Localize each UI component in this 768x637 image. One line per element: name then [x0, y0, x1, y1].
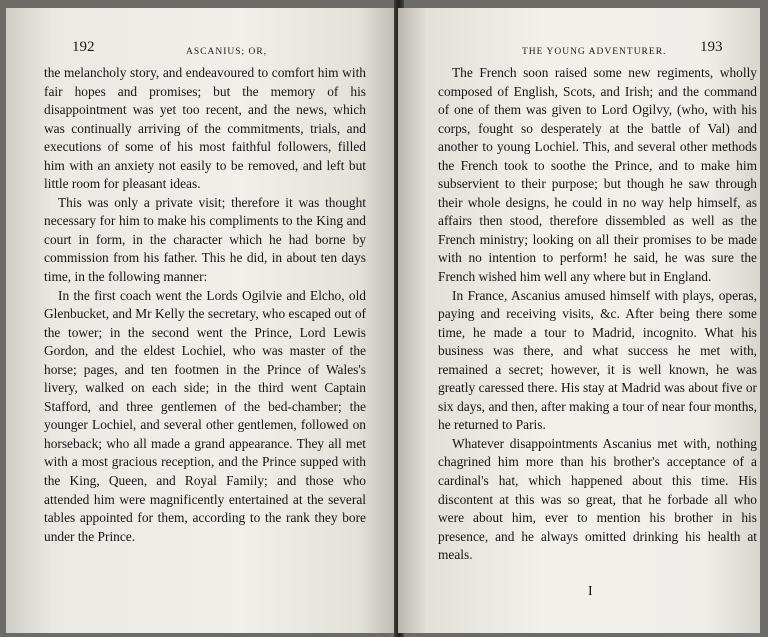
paragraph: the melancholy story, and endeavoured to comfort him with fair hopes and promises; but the memory of his disappointment was yet too recent, and the news, which was continually arriving of the commitments, trials, and executions of some of his most faithful followers, filled him with an anxiety not easily to be removed, and left but little room for pleasant ideas.	[44, 65, 366, 192]
paragraph: In France, Ascanius amused himself with plays, operas, paying and receiving visits, &c. After being there some time, he made a tour to Madrid, incognito. What his business was there, and what success he met with, remained a secret; however, it is well known, he was greatly caressed there. His stay at Madrid was about five or six days, and then, after making a tour of near four months, he returned to Paris.	[438, 287, 757, 433]
paragraph: Whatever disappointments Ascanius met with, nothing chagrined him more than his brother's acceptance of a cardinal's hat, which happened about this time. His discontent at this was so great, that he forbade all who were about him, ever to mention his brother in his presence, and he always omitted drinking his health at meals.	[438, 435, 757, 563]
right-page-number: 193	[700, 39, 723, 55]
paragraph: The French soon raised some new regiments, wholly composed of English, Scots, and Irish; and the command of one of them was given to Lord Ogilvy, (who, with his corps, fought so desperately at the battle of Val) and another to young Lochiel. This, and several other methods the French took to soothe the Prince, and to make him subservient to their purpose; but though he saw through their whole designs, he could in no way help himself, as affairs then stood, therefore dissembled as well as the French ministry; looking on all their promises to be made with no intention to perform! he said, he was sure the French wished him well any where but in England.	[438, 65, 757, 285]
left-page	[6, 8, 398, 633]
left-page-number: 192	[72, 39, 95, 55]
left-page-text	[44, 64, 366, 546]
paragraph: This was only a private visit; therefore it was thought necessary for him to make his compliments to the King and court in form, in the character which he had borne by commission from his father. This he did, in about ten days time, in the following manner:	[44, 194, 366, 285]
signature-mark: I	[588, 584, 593, 599]
left-running-head: ASCANIUS; OR,	[186, 47, 268, 57]
right-running-head: THE YOUNG ADVENTURER.	[522, 47, 667, 57]
right-page-text	[438, 64, 757, 565]
right-page	[398, 8, 760, 633]
paragraph: In the first coach went the Lords Ogilvie and Elcho, old Glenbucket, and Mr Kelly the secretary, who escaped out of the tower; in the second went the Prince, Lord Lewis Gordon, and the eldest Lochiel, who was master of the horse; pages, and ten footmen in the Prince of Wales's livery, walked on each side; in the third went Captain Stafford, and three gentlemen of the bed-chamber; the younger Lochiel, and several other gentlemen, followed on horseback; who all made a grand appearance. They all met with a most gracious reception, and the Prince supped with the King, Queen, and Royal Family; and those who attended him were magnificently entertained at the several tables appointed for them, according to the rank they bore under the Prince.	[44, 287, 366, 544]
